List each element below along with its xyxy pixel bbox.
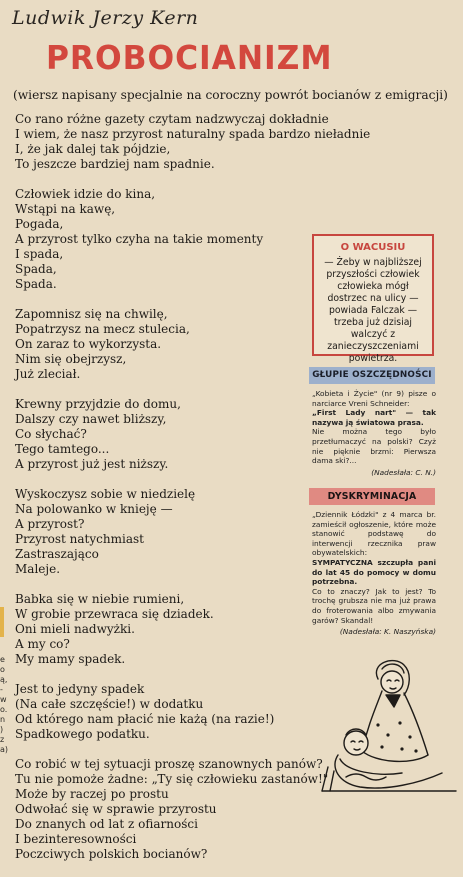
glupie-oszczednosci-column — [312, 389, 436, 477]
left-edge-fragment: o. — [0, 705, 8, 714]
poem-line: To jeszcze bardziej nam spadnie. — [15, 157, 215, 171]
left-edge-fragment: w — [0, 695, 7, 704]
dyskryminacja-heading: DYSKRYMINACJA — [309, 488, 435, 505]
left-edge-fragment: e — [0, 655, 5, 664]
poem-line: Tego tamtego... — [15, 442, 110, 456]
poem-stanza — [15, 307, 345, 382]
box-o-wacusiu-heading: O WACUSIU — [340, 242, 406, 253]
poem-line: Co rano różne gazety czytam nadzwyczaj dokładnie — [15, 112, 329, 126]
poem-line: Oni mieli nadwyżki. — [15, 622, 135, 636]
poem-line: Nim się obejrzysz, — [15, 352, 127, 366]
poem-line: Już zleciał. — [15, 367, 81, 381]
glupie-intro: „Kobieta i Życie" (nr 9) pisze o narciarce Vreni Schneider: — [312, 389, 436, 408]
poem-stanza — [15, 112, 371, 172]
poem-stanza — [15, 592, 345, 667]
poem-line: Dalszy czy nawet bliższy, — [15, 412, 167, 426]
poem-line: Popatrzysz na mecz stulecia, — [15, 322, 190, 336]
stork-baby-illustration-icon — [316, 655, 458, 795]
left-edge-fragment: o — [0, 665, 5, 674]
poem-line: Co słychać? — [15, 427, 87, 441]
glupie-signature: (Nadesłała: C. N.) — [371, 467, 436, 477]
poem-stanza — [15, 397, 345, 472]
poem-line: Jest to jedyny spadek — [15, 682, 145, 696]
left-edge-fragment: a) — [0, 745, 9, 754]
poem-line: Wyskoczysz sobie w niedzielę — [15, 487, 196, 501]
poem-line: W grobie przewraca się dziadek. — [15, 607, 214, 621]
glupie-bold-quote: „First Lady nart" — tak nazywa ją światowa prasa. — [312, 408, 436, 427]
poem-line: Zastraszająco — [15, 547, 99, 561]
poem-line: A my co? — [15, 637, 70, 651]
box-o-wacusiu-text: — Żeby w najbliższej przyszłości człowiek człowieka mógł dostrzec na ulicy — powiada Falczak — trzeba już dzisiaj walczyć z zanieczyszczeniami powietrza. — [324, 257, 422, 364]
dysk-bold-ad: SYMPATYCZNA szczupła pani do lat 45 do pomocy w domu potrzebna. — [312, 557, 436, 587]
poem-line: Na polowanko w knieję — — [15, 502, 173, 516]
poem-line: Zapomnisz się na chwilę, — [15, 307, 168, 321]
poem-line: Spada, — [15, 262, 57, 276]
poem-title: PROBOCIANIZM — [46, 38, 333, 77]
left-edge-fragment: - — [0, 685, 3, 694]
dysk-signature: (Nadesłała: K. Naszyńska) — [339, 627, 436, 637]
glupie-rest: Nie można tego było przetłumaczyć na polski? Czyż nie pięknie brzmi: Pierwsza dama ski?... — [312, 427, 436, 466]
poem-line: On zaraz to wykorzysta. — [15, 337, 162, 351]
poem-line: I wiem, że nasz przyrost naturalny spada bardzo nieładnie — [15, 127, 371, 141]
poem-line: Może by raczej po prostu — [15, 787, 169, 801]
author-name: Ludwik Jerzy Kern — [12, 7, 199, 29]
dyskryminacja-column — [312, 510, 436, 637]
poem-line: Do znanych od lat z ofiarności — [15, 817, 198, 831]
left-edge-fragment: n — [0, 715, 6, 724]
poem-line: My mamy spadek. — [15, 652, 126, 666]
poem-line: Pogada, — [15, 217, 64, 231]
poem-line: Babka się w niebie rumieni, — [15, 592, 185, 606]
poem-line: Wstąpi na kawę, — [15, 202, 116, 216]
poem-line: Od którego nam płacić nie każą (na razie!) — [15, 712, 275, 726]
poem-stanza — [15, 487, 345, 577]
poem-line: Odwołać się w sprawie przyrostu — [15, 802, 217, 816]
poem-line: (Na całe szczęście!) w dodatku — [15, 697, 204, 711]
left-edge-fragment: z — [0, 735, 5, 744]
dysk-intro: „Dziennik Łódzki" z 4 marca br. zamieścił ogłoszenie, które może stanowić podstawę do interwencji rzecznika praw obywatelskich: — [312, 510, 436, 558]
poem-line: Spada. — [15, 277, 57, 291]
box-o-wacusiu — [312, 234, 434, 364]
poem-line: Przyrost natychmiast — [15, 532, 144, 546]
poem-stanza — [15, 757, 345, 862]
yellow-stripe — [0, 607, 4, 637]
glupie-oszczednosci-heading: GŁUPIE OSZCZĘDNOŚCI — [309, 367, 435, 384]
poem-line: A przyrost tylko czyha na takie momenty — [15, 232, 264, 246]
left-edge-fragment: ą, — [0, 675, 8, 684]
poem-line: I bezinteresowności — [15, 832, 137, 846]
left-column-fragment — [0, 655, 8, 785]
dysk-rest: Co to znaczy? Jak to jest? To trochę grubsza nie ma już prawa do froterowania albo zmywania garów? Skandal! — [312, 586, 436, 625]
poem-line: Spadkowego podatku. — [15, 727, 150, 741]
poem-line: I, że jak dalej tak pójdzie, — [15, 142, 171, 156]
poem-stanza — [15, 187, 345, 292]
poem-line: Krewny przyjdzie do domu, — [15, 397, 181, 411]
poem-line: Człowiek idzie do kina, — [15, 187, 156, 201]
poem-body — [15, 112, 371, 877]
left-edge-fragment: ) — [0, 725, 4, 734]
poem-subtitle: (wiersz napisany specjalnie na coroczny powrót bocianów z emigracji) — [13, 88, 448, 102]
poem-line: I spada, — [15, 247, 64, 261]
poem-line: Tu nie pomoże żadne: „Ty się człowieku zastanów!" — [15, 772, 329, 786]
poem-line: Maleje. — [15, 562, 61, 576]
poem-stanza — [15, 682, 345, 742]
poem-line: Co robić w tej sytuacji proszę szanownych panów? — [15, 757, 323, 771]
poem-line: Poczciwych polskich bocianów? — [15, 847, 208, 861]
poem-line: A przyrost? — [15, 517, 85, 531]
poem-line: A przyrost już jest niższy. — [15, 457, 169, 471]
